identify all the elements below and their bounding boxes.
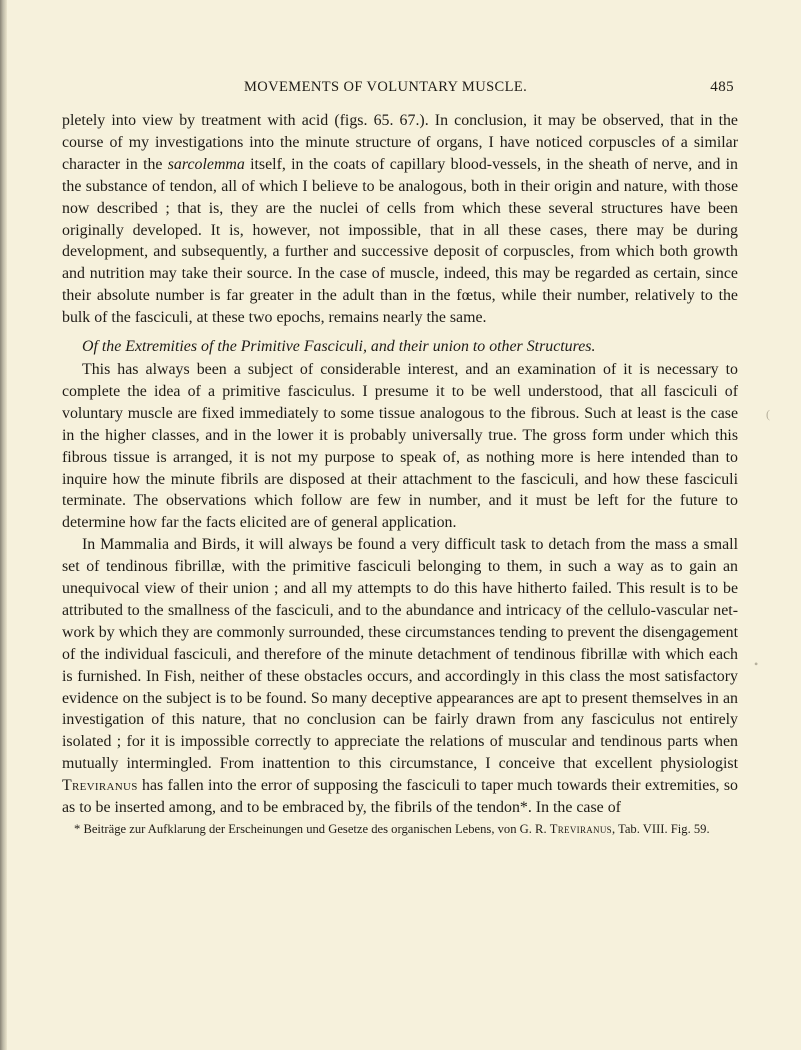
paragraph-1 (62, 110, 738, 329)
author-treviranus: Treviranus (62, 777, 138, 795)
margin-mark: ( (766, 407, 770, 421)
body-text (62, 110, 738, 819)
paragraph-3-text: In Mammalia and Birds, it will always be found a very difficult task to detach from the mass a small set of tendinous fibrillæ, with the primitive fasciculi belonging to them, in such a way as to gain an unequivocal view of their union ; and all my attempts to do this have hitherto failed. This result is to be attributed to the smallness of the fasciculi, and to the abundance and intricacy of the cellulo-vascular net-work by which they are commonly surrounded, these circumstances tending to prevent the disengagement of the individual fasciculi, and therefore of the minute detachment of tendinous fibrillæ with which each is furnished. In Fish, neither of these obstacles occurs, and accordingly in this class the most satisfactory evidence on the subject is to be found. So many deceptive appearances are apt to present themselves in an investigation of this nature, that no conclusion can be fairly drawn from any fasciculus not entirely isolated ; for it is impossible correctly to appreciate the relations of muscular and tendinous parts when mutually intermingled. From inattention to this circumstance, I conceive that excellent physiologist (62, 536, 738, 773)
paragraph-3 (62, 534, 738, 819)
footnote-text: * Beiträge zur Aufklarung der Erscheinungen und Gesetze des organischen Lebens, von G. R. (74, 822, 550, 836)
running-head (62, 79, 738, 101)
section-heading: Of the Extremities of the Primitive Fasciculi, and their union to other Structures. (82, 338, 596, 356)
book-page (62, 79, 738, 838)
paragraph-3-text-cont: has fallen into the error of supposing the fasciculi to taper much towards their extremities, so as to be inserted among, and to be embraced by, the fibrils of the tendon*. In the case of (62, 777, 738, 817)
footnote-author: Treviranus (549, 822, 612, 836)
paragraph-1-text-cont: itself, in the coats of capillary blood-vessels, in the sheath of nerve, and in the substance of tendon, all of which I believe to be analogous, both in their origin and nature, with those now described ; that is, they are the nuclei of cells from which these several structures have been originally developed. It is, however, not impossible, that in all these cases, there may be during development, and subsequently, a further and successive deposit of corpuscles, from which both growth and nutrition may take their source. In the case of muscle, indeed, this may be regarded as certain, since their absolute number is far greater in the adult than in the fœtus, while their number, relatively to the bulk of the fasciculi, at these two epochs, remains nearly the same. (62, 155, 739, 327)
running-head-title: MOVEMENTS OF VOLUNTARY MUSCLE. (244, 79, 528, 95)
footnote (62, 821, 738, 838)
footnote-text-cont: , Tab. VIII. Fig. 59. (611, 822, 710, 836)
paragraph-2: This has always been a subject of considerable interest, and an examination of it is necessary to complete the idea of a primitive fasciculus. I presume it to be well understood, that all fasciculi of voluntary muscle are fixed immediately to some tissue analogous to the fibrous. Such at least is the case in the higher classes, and in the lower it is probably universally true. The gross form under which this fibrous tissue is arranged, it is not my purpose to speak of, as nothing more is here intended than to inquire how the minute fibrils are disposed at their attachment to the fasciculi, and how these fasciculi terminate. The observations which follow are few in number, and it must be left for the future to determine how far the facts elicited are of general application. (62, 360, 738, 532)
paragraph-1-text: pletely into view by treatment with acid (figs. 65. 67.). In conclusion, it may be observed, that in the course of my investigations into the minute structure of organs, I have noticed corpuscles of a similar character in the (62, 112, 738, 173)
page-number: 485 (710, 79, 734, 95)
term-sarcolemma: sarcolemma (167, 155, 245, 173)
page-binding-edge (0, 0, 7, 1050)
margin-mark: • (754, 657, 759, 671)
